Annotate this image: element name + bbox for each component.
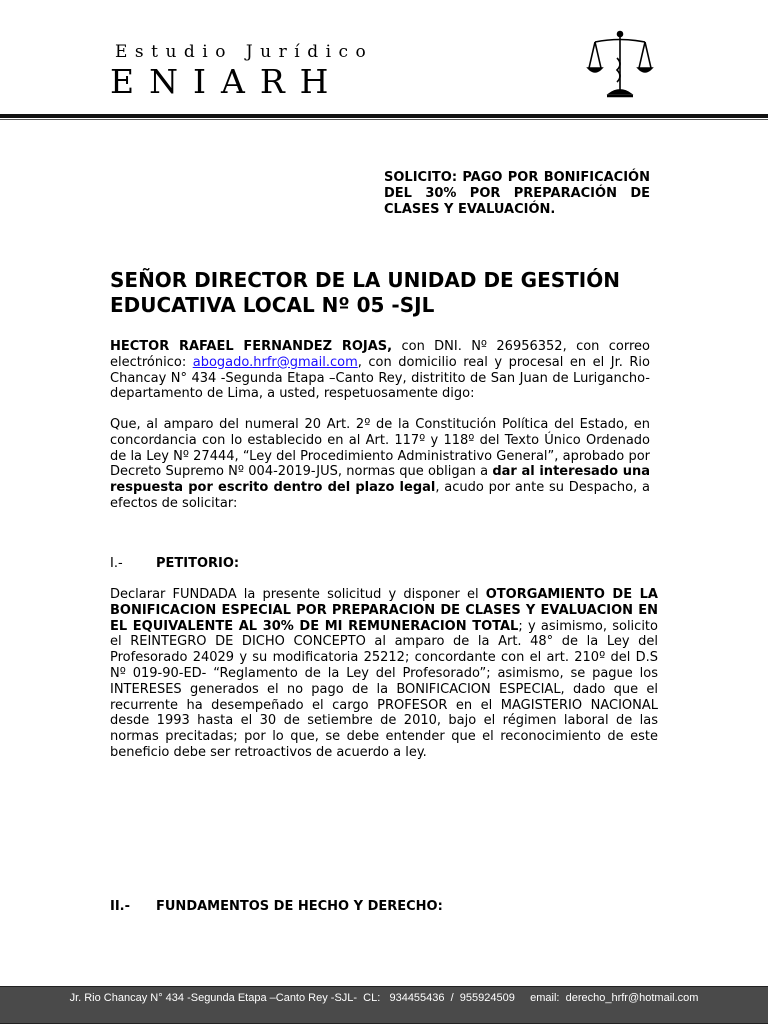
section-2-number: II.- (110, 899, 131, 914)
header-rule (0, 114, 768, 118)
section-1-number: I.- (110, 556, 123, 571)
header-rule-thin (0, 119, 768, 120)
section-2-title: FUNDAMENTOS DE HECHO Y DERECHO: (156, 899, 443, 914)
addressee-heading: SEÑOR DIRECTOR DE LA UNIDAD DE GESTIÓN EDUCATIVA LOCAL Nº 05 -SJL (110, 268, 620, 317)
solicito-block: SOLICITO: PAGO POR BONIFICACIÓN DEL 30% POR PREPARACIÓN DE CLASES Y EVALUACIÓN. (384, 170, 650, 217)
section-1-title: PETITORIO: (156, 556, 240, 571)
petitorio-text-b: ; y asimismo, solicito el REINTEGRO DE DICHO CONCEPTO al amparo de la Art. 48° de la Ley del Profesorado 24029 y su modificatoria 25212; concordante con el art. 210º del D.S Nº 019-90-ED- “Reglamento de la Ley del Profesorado”; asimismo, se pague los INTERESES generados el no pago de la BONIFICACION ESPECIAL, dado que el recurrente ha desempeñado el cargo PROFESOR en el MAGISTERIO NACIONAL desde 1993 hasta el 30 de setiembre de 2010, bajo el régimen laboral de las normas precitadas; por lo que, se debe entender que el reconocimiento de este beneficio debe ser retroactivos de acuerdo a ley. (110, 618, 658, 760)
paragraph2-text-a: Que, al amparo del numeral 20 Art. 2º de la Constitución Política del Estado, en concordancia con lo establecido en al Art. 117º y 118º del Texto Único Ordenado de la Ley Nº 27444, “Ley del Procedimiento Administrativo General”, aprobado por Decreto Supremo Nº 004-2019-JUS, normas que obligan a (110, 417, 650, 480)
firm-name: ENIARH (110, 62, 344, 101)
intro-text-b: , con domicilio real y procesal en el Jr. Rio Chancay N° 434 -Segunda Etapa –Canto Rey, distritito de San Juan de Lurigancho- departamento de Lima, a usted, respetuosamente digo: (110, 354, 650, 402)
scales-of-justice-icon (585, 28, 655, 100)
email-link[interactable]: abogado.hrfr@gmail.com (192, 354, 358, 370)
petitorio-text-a: Declarar FUNDADA la presente solicitud y disponer el (110, 587, 486, 602)
petitorio-bold: OTORGAMIENTO DE LA BONIFICACION ESPECIAL POR PREPARACION DE CLASES Y EVALUACION EN EL EQUIVALENTE AL 30% DE MI REMUNERACION TOTAL (110, 587, 658, 634)
intro-paragraph (110, 339, 650, 402)
paragraph2-bold: dar al interesado una respuesta por escrito dentro del plazo legal (110, 464, 650, 496)
section-2-heading (110, 899, 443, 914)
section-1-heading (110, 556, 239, 571)
petitorio-paragraph (110, 587, 658, 761)
legal-basis-paragraph (110, 417, 650, 512)
firm-subtitle: Estudio Jurídico (115, 42, 374, 62)
petitioner-name: HECTOR RAFAEL FERNANDEZ ROJAS, (110, 339, 393, 354)
intro-text-a: con DNI. Nº 26956352, con correo electrónico: (110, 339, 650, 370)
footer-contact: Jr. Rio Chancay N° 434 -Segunda Etapa –Canto Rey -SJL- CL: 934455436 / 955924509 email: derecho_hrfr@hotmail.com (69, 992, 699, 1004)
paragraph2-text-b: , acudo por ante su Despacho, a efectos de solicitar: (110, 480, 650, 511)
